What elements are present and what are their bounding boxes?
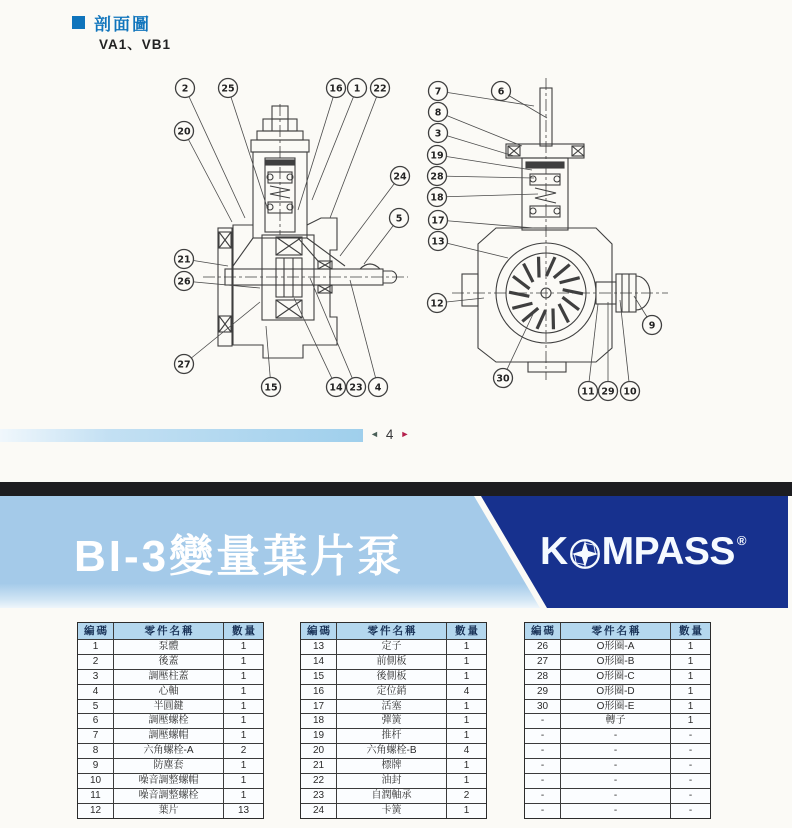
table-cell: - [525, 803, 561, 818]
callout-number: 3 [434, 128, 442, 140]
callout-leader-line [437, 155, 532, 170]
page-prev-arrow-icon: ◄ [370, 428, 379, 439]
callout-number: 13 [431, 236, 445, 248]
table-cell: O形圈-A [561, 639, 671, 654]
table-cell: 9 [78, 758, 114, 773]
table-row [78, 788, 263, 803]
table-cell: 27 [525, 654, 561, 669]
page-divider-bar [0, 429, 363, 442]
table-cell: - [671, 803, 710, 818]
table-cell: 1 [447, 654, 486, 669]
table-cell: O形圈-C [561, 669, 671, 684]
table-cell: 2 [447, 788, 486, 803]
callout-leader-line [437, 176, 534, 178]
table-header-row [301, 623, 486, 639]
table-cell: 轉子 [561, 713, 671, 728]
table-cell: 泵體 [114, 639, 224, 654]
header-cell: 數量 [679, 624, 704, 637]
callout-number: 14 [329, 382, 343, 394]
table-cell: 17 [301, 699, 337, 714]
rotor-vane [546, 257, 555, 276]
table-row [525, 743, 710, 758]
table-cell: 18 [301, 713, 337, 728]
header-cell: 編碼 [301, 623, 337, 639]
right-pump-drawing [452, 78, 668, 380]
table-row [301, 743, 486, 758]
table-cell: 1 [671, 713, 710, 728]
table-cell: 噪音調整螺栓 [114, 788, 224, 803]
header-cell: 零件名稱 [114, 623, 224, 639]
rotor-vane [559, 304, 568, 322]
table-cell: 24 [301, 803, 337, 818]
table-cell: 1 [671, 699, 710, 714]
table-cell: 12 [78, 803, 114, 818]
table-row [301, 773, 486, 788]
kompass-logo [540, 530, 746, 574]
table-row [301, 713, 486, 728]
table-cell: 13 [301, 639, 337, 654]
table-cell: 六角螺栓-B [337, 743, 447, 758]
table-cell: 2 [78, 654, 114, 669]
table-cell: 1 [447, 758, 486, 773]
table-row [301, 699, 486, 714]
parts-table-1 [77, 622, 264, 819]
table-cell: 葉片 [114, 803, 224, 818]
table-cell: 1 [224, 788, 263, 803]
page-next-arrow-icon: ► [400, 428, 410, 439]
table-header-row [78, 623, 263, 639]
right-diagram-callouts [428, 82, 662, 401]
section-header [72, 10, 151, 35]
table-cell: 6 [78, 713, 114, 728]
rotor-vane [524, 264, 533, 282]
callout-number: 4 [374, 382, 382, 394]
table-row [525, 773, 710, 788]
table-row [301, 803, 486, 818]
table-cell: 1 [447, 803, 486, 818]
table-cell: 13 [224, 803, 263, 818]
table-cell: 六角螺栓-A [114, 743, 224, 758]
header-cell: 編碼 [78, 623, 114, 639]
table-cell: O形圈-E [561, 699, 671, 714]
table-cell: 彈簧 [337, 713, 447, 728]
callout-number: 21 [177, 254, 191, 266]
table-row [301, 639, 486, 654]
callout-leader-line [620, 300, 630, 391]
table-cell: 4 [78, 684, 114, 699]
rotor-vane [512, 303, 532, 308]
rotor-vane [560, 278, 580, 283]
callout-leader-line [228, 88, 268, 210]
callout-number: 28 [430, 171, 444, 183]
table-row [525, 654, 710, 669]
table-cell: - [561, 803, 671, 818]
logo-text-k: K [539, 530, 568, 573]
callout-leader-line [185, 88, 245, 218]
section-bullet-icon [72, 16, 85, 29]
header-cell: 零件名稱 [337, 623, 447, 639]
model-label: VA1、VB1 [99, 37, 172, 52]
table-cell: - [561, 743, 671, 758]
table-cell: 推杆 [337, 728, 447, 743]
table-row [525, 728, 710, 743]
table-cell: - [525, 743, 561, 758]
callout-number: 16 [329, 83, 343, 95]
table-row [301, 758, 486, 773]
registered-mark: ® [736, 532, 746, 548]
table-cell: 前側板 [337, 654, 447, 669]
rotor-vane [537, 310, 546, 329]
table-cell: - [671, 773, 710, 788]
table-row [525, 684, 710, 699]
table-row [525, 758, 710, 773]
pump-cross-section-diagram [0, 60, 792, 425]
kompass-compass-icon [569, 538, 601, 570]
callout-number: 8 [434, 107, 442, 119]
table-cell: - [525, 758, 561, 773]
table-cell: 16 [301, 684, 337, 699]
table-cell: 油封 [337, 773, 447, 788]
table-row [301, 669, 486, 684]
table-cell: - [525, 773, 561, 788]
table-cell: 噪音調整螺帽 [114, 773, 224, 788]
table-cell: 1 [224, 684, 263, 699]
table-cell: 1 [224, 654, 263, 669]
table-cell: - [671, 758, 710, 773]
table-cell: 防塵套 [114, 758, 224, 773]
table-cell: 11 [78, 788, 114, 803]
table-row [525, 713, 710, 728]
table-row [301, 684, 486, 699]
table-cell: 10 [78, 773, 114, 788]
table-cell: 21 [301, 758, 337, 773]
table-cell: 29 [525, 684, 561, 699]
callout-number: 1 [353, 83, 361, 95]
table-cell: 30 [525, 699, 561, 714]
table-row [525, 699, 710, 714]
table-row [78, 743, 263, 758]
header-cell: 數量 [232, 624, 257, 637]
table-cell: 1 [78, 639, 114, 654]
callout-leader-line [350, 280, 378, 387]
table-cell: 後蓋 [114, 654, 224, 669]
table-cell: 調壓柱蓋 [114, 669, 224, 684]
logo-text-rest: MPASS [601, 530, 735, 573]
table-cell: 8 [78, 743, 114, 758]
page-number [370, 423, 409, 445]
table-cell: 調壓螺帽 [114, 728, 224, 743]
left-pump-drawing [203, 104, 408, 358]
callout-leader-line [438, 241, 508, 258]
table-row [525, 639, 710, 654]
banner-top-bar [0, 482, 792, 496]
parts-table-3 [524, 622, 711, 819]
table-row [78, 728, 263, 743]
table-cell: 15 [301, 669, 337, 684]
table-cell: - [561, 788, 671, 803]
table-cell: 標牌 [337, 758, 447, 773]
callout-leader-line [184, 302, 260, 364]
table-cell: 4 [447, 684, 486, 699]
table-row [525, 788, 710, 803]
table-row [78, 639, 263, 654]
table-cell: O形圈-B [561, 654, 671, 669]
callout-number: 22 [373, 83, 387, 95]
callout-number: 17 [431, 215, 445, 227]
table-cell: 1 [447, 773, 486, 788]
table-cell: 1 [671, 669, 710, 684]
callout-leader-line [184, 131, 232, 222]
callout-number: 26 [177, 276, 191, 288]
callout-leader-line [438, 112, 522, 146]
callout-number: 10 [623, 386, 637, 398]
callout-number: 2 [181, 83, 189, 95]
table-cell: 2 [224, 743, 263, 758]
table-cell: - [561, 773, 671, 788]
page-number-value: 4 [385, 426, 394, 442]
table-cell: - [525, 788, 561, 803]
table-cell: 1 [447, 728, 486, 743]
table-cell: 14 [301, 654, 337, 669]
table-cell: 半圓鍵 [114, 699, 224, 714]
callout-number: 29 [601, 386, 615, 398]
table-cell: - [671, 743, 710, 758]
table-cell: O形圈-D [561, 684, 671, 699]
callout-number: 30 [496, 373, 510, 385]
table-cell: 卡簧 [337, 803, 447, 818]
callout-leader-line [310, 278, 356, 387]
callout-leader-line [438, 91, 534, 106]
table-header-row [525, 623, 710, 639]
table-cell: 22 [301, 773, 337, 788]
callout-number: 11 [581, 386, 595, 398]
callout-leader-line [437, 194, 538, 197]
table-row [78, 803, 263, 818]
table-cell: 28 [525, 669, 561, 684]
table-cell: 26 [525, 639, 561, 654]
product-banner [0, 496, 792, 608]
rotor-vane [513, 276, 530, 289]
table-cell: 1 [224, 669, 263, 684]
callout-leader-line [330, 88, 380, 218]
callout-leader-line [298, 88, 336, 210]
parts-table-2 [300, 622, 487, 819]
table-cell: - [561, 758, 671, 773]
table-cell: 1 [447, 699, 486, 714]
callout-number: 5 [395, 213, 403, 225]
section-title: 剖面圖 [94, 15, 151, 34]
table-row [301, 654, 486, 669]
rotor-vane [554, 265, 570, 278]
callout-number: 12 [430, 298, 444, 310]
table-row [78, 684, 263, 699]
table-row [78, 758, 263, 773]
table-row [525, 803, 710, 818]
product-title: BI-3變量葉片泵 [74, 532, 405, 581]
table-cell: 心軸 [114, 684, 224, 699]
callout-number: 23 [349, 382, 363, 394]
table-cell: 定子 [337, 639, 447, 654]
table-cell: 1 [224, 773, 263, 788]
table-cell: 1 [224, 758, 263, 773]
table-row [78, 713, 263, 728]
table-cell: - [525, 728, 561, 743]
table-cell: 活塞 [337, 699, 447, 714]
header-cell: 編碼 [525, 623, 561, 639]
table-cell: 20 [301, 743, 337, 758]
table-row [78, 773, 263, 788]
table-row [78, 654, 263, 669]
table-cell: 1 [671, 654, 710, 669]
table-cell: - [671, 788, 710, 803]
rotor-vane [562, 297, 579, 310]
table-cell: 1 [447, 669, 486, 684]
table-cell: 1 [447, 713, 486, 728]
callout-number: 9 [648, 320, 656, 332]
callout-number: 19 [430, 150, 444, 162]
table-cell: 後側板 [337, 669, 447, 684]
table-cell: 自潤軸承 [337, 788, 447, 803]
callout-number: 15 [264, 382, 278, 394]
table-cell: 1 [224, 639, 263, 654]
table-row [525, 669, 710, 684]
callout-number: 25 [221, 83, 235, 95]
table-cell: - [671, 728, 710, 743]
table-cell: 1 [224, 728, 263, 743]
table-row [78, 669, 263, 684]
callout-number: 6 [497, 86, 505, 98]
callout-number: 18 [430, 192, 444, 204]
header-cell: 數量 [455, 624, 480, 637]
callout-number: 20 [177, 126, 191, 138]
table-cell: - [561, 728, 671, 743]
callout-number: 24 [393, 171, 407, 183]
table-cell: 1 [671, 639, 710, 654]
table-cell: 1 [224, 699, 263, 714]
table-cell: 4 [447, 743, 486, 758]
table-cell: 5 [78, 699, 114, 714]
table-row [78, 699, 263, 714]
table-cell: 1 [447, 639, 486, 654]
table-cell: 1 [224, 713, 263, 728]
callout-number: 27 [177, 359, 191, 371]
table-cell: 23 [301, 788, 337, 803]
table-cell: 調壓螺栓 [114, 713, 224, 728]
table-cell: - [525, 713, 561, 728]
table-row [301, 788, 486, 803]
callout-leader-line [438, 133, 514, 156]
table-cell: 1 [671, 684, 710, 699]
table-cell: 3 [78, 669, 114, 684]
table-cell: 19 [301, 728, 337, 743]
callout-leader-line [438, 220, 534, 228]
table-row [301, 728, 486, 743]
table-cell: 7 [78, 728, 114, 743]
callout-number: 7 [434, 86, 442, 98]
table-cell: 定位銷 [337, 684, 447, 699]
header-cell: 零件名稱 [561, 623, 671, 639]
